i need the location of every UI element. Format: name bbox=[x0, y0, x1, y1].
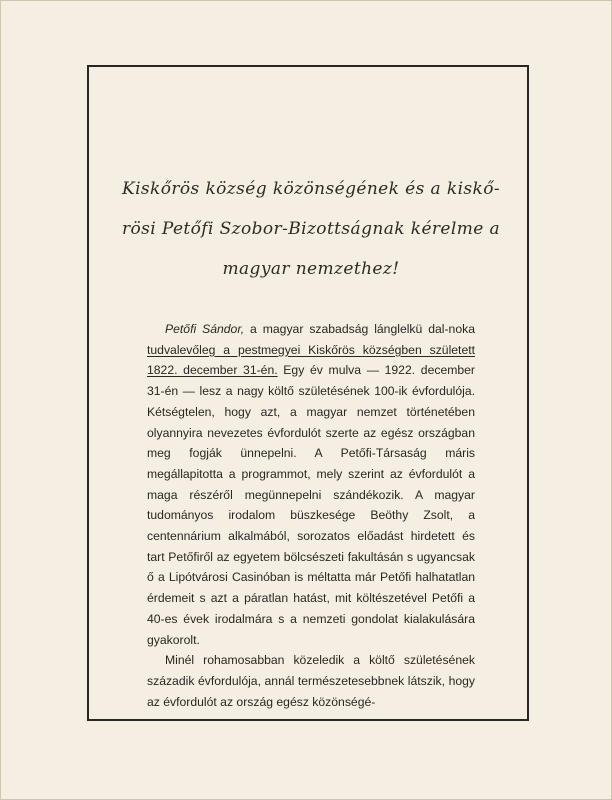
paragraph-1 bbox=[147, 319, 475, 650]
document-title bbox=[111, 169, 511, 289]
paragraph-2 bbox=[147, 650, 475, 712]
title-line-2: rösi Petőfi Szobor-Bizottságnak kérelme a bbox=[121, 219, 501, 239]
document-body bbox=[147, 319, 475, 712]
paragraph-2-text: Minél rohamosabban közeledik a költő születésének századik évfordulója, annál természetesebbnek látszik, hogy az évfordulót az ország egész közönségé- bbox=[147, 653, 475, 709]
paragraph-1-text-a: a magyar szabadság lánglelkü dal-noka bbox=[244, 322, 475, 336]
paragraph-1-underlined: tudvalevőleg a pestmegyei Kiskőrös községben született 1822. december 31-én. bbox=[147, 342, 475, 378]
paragraph-1-text-b: Egy év mulva — 1922. december 31-én — lesz a nagy költő születésének 100-ik évfordulója. Kétségtelen, hogy azt, a magyar nemzet történetében olyannyira nevezetes évfordulót szerte az egész országban meg fogják ünnepelni. A Petőfi-Társaság máris megállapitotta a programmot, mely szerint az évfordulót a maga részéről megünnepelni szándékozik. A magyar tudományos irodalom büszkesége Beöthy Zsolt, a centennárium alkalmából, sorozatos előadást hirdetett és tart Petőfiről az egyetem bölcsészeti fakultásán s ugyancsak ő a Lipótvárosi Casinóban is méltatta már Petőfi halhatatlan érdemeit s azt a páratlan hatást, mit költészetével Petőfi a 40-es évek irodalmára s a nemzeti gondolat kialakulására gyakorolt. bbox=[147, 363, 475, 647]
poet-name: Petőfi Sándor, bbox=[165, 322, 245, 336]
title-line-3: magyar nemzethez! bbox=[222, 259, 400, 279]
title-line-1: Kiskőrös község közönségének és a kiskő- bbox=[121, 179, 501, 199]
